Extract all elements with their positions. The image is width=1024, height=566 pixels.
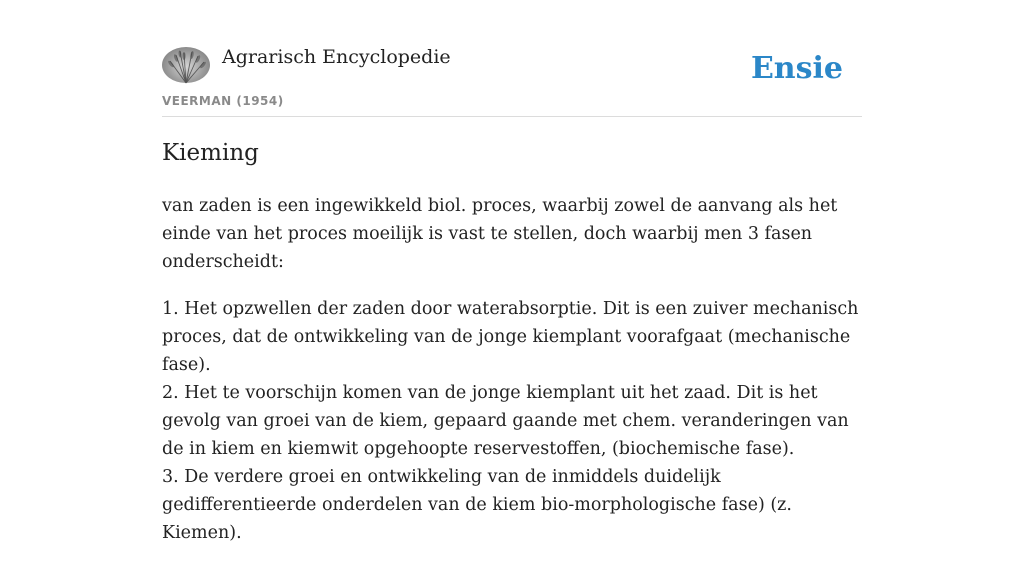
wheat-illustration — [162, 47, 210, 83]
phase-item: 2. Het te voorschijn komen van de jonge kiemplant uit het zaad. Dit is het gevolg van groei van de kiem, gepaard gaande met chem. veranderingen van de in kiem en kiemwit opgehoopte reservestoffen, (biochemische fase). — [162, 383, 849, 459]
source-header — [162, 0, 862, 117]
source-name[interactable]: Agrarisch Encyclopedie — [222, 46, 451, 68]
source-author-year: VEERMAN (1954) — [162, 94, 284, 108]
wheat-thumbnail-icon[interactable] — [162, 47, 210, 83]
article-intro: van zaden is een ingewikkeld biol. proces, waarbij zowel de aanvang als het einde van het proces moeilijk is vast te stellen, doch waarbij men 3 fasen onderscheidt: — [162, 196, 838, 272]
article-body — [162, 192, 867, 566]
phase-item: 3. De verdere groei en ontwikkeling van de inmiddels duidelijk gedifferentieerde onderdelen van de kiem bio-morphologische fase) (z. Kiemen). — [162, 467, 792, 543]
article-container — [162, 0, 862, 543]
phase-item: 1. Het opzwellen der zaden door waterabsorptie. Dit is een zuiver mechanisch proces, dat de ontwikkeling van de jonge kiemplant voorafgaat (mechanische fase). — [162, 299, 859, 375]
article-title: Kieming — [162, 140, 259, 166]
brand-logo[interactable]: Ensie — [750, 51, 843, 86]
article-phases — [162, 295, 867, 547]
